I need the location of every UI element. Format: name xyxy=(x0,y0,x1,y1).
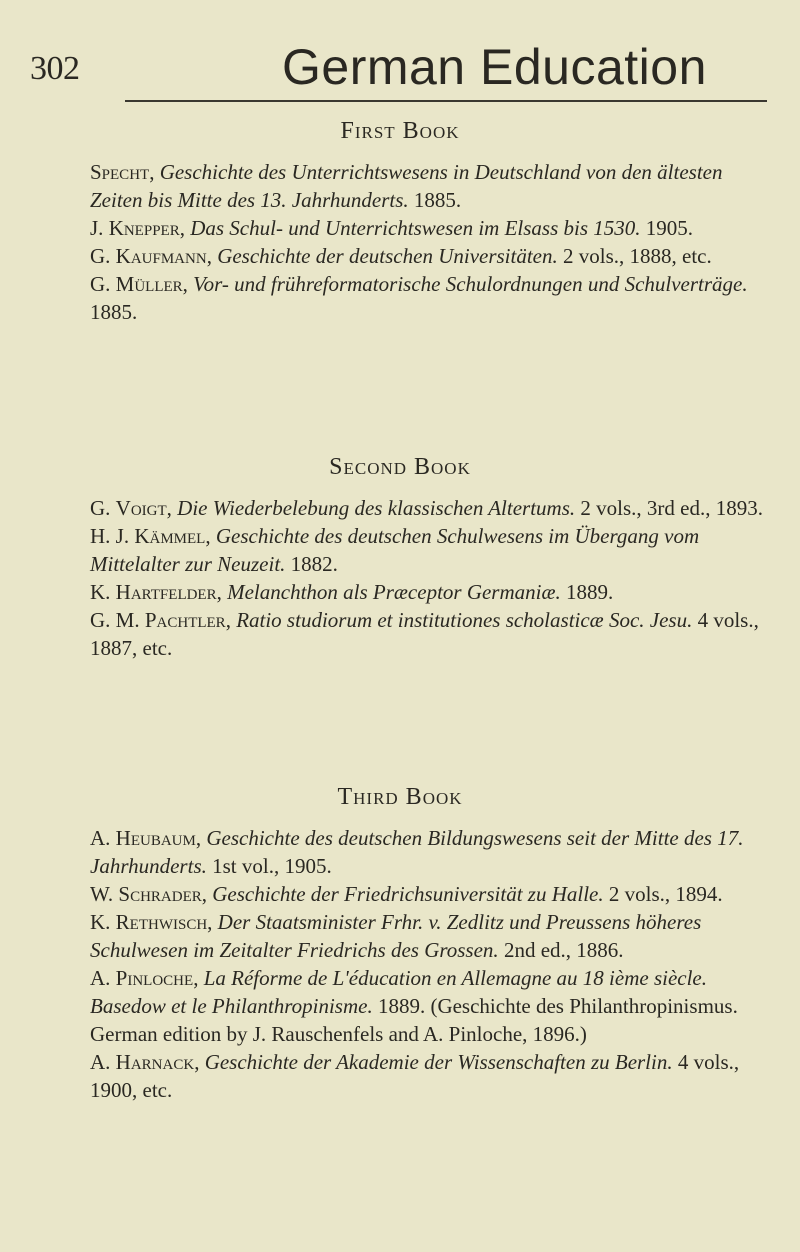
author-name: Kaufmann xyxy=(115,244,207,268)
work-title: Der Staatsminister Frhr. v. Zedlitz und Preussens höheres Schulwesen im Zeitalter Friedrichs des Grossen. xyxy=(90,910,702,962)
author-name: Hartfelder xyxy=(115,580,217,604)
bibliography-entry: G. Voigt, Die Wiederbelebung des klassischen Altertums. 2 vols., 3rd ed., 1893. xyxy=(90,496,763,520)
page-header xyxy=(30,38,770,102)
work-title: Die Wiederbelebung des klassischen Altertums. xyxy=(177,496,576,520)
bibliography-entry: G. Kaufmann, Geschichte der deutschen Universitäten. 2 vols., 1888, etc. xyxy=(90,244,712,268)
bibliography-list-first xyxy=(90,158,770,326)
work-title: Geschichte der Friedrichsuniversität zu Halle. xyxy=(212,882,604,906)
bibliography-entry: W. Schrader, Geschichte der Friedrichsuniversität zu Halle. 2 vols., 1894. xyxy=(90,882,723,906)
work-title: Geschichte des deutschen Bildungswesens seit der Mitte des 17. Jahrhunderts. xyxy=(90,826,744,878)
author-name: Müller xyxy=(115,272,183,296)
work-title: Geschichte des Unterrichtswesens in Deutschland von den ältesten Zeiten bis Mitte des 13. Jahrhunderts. xyxy=(90,160,723,212)
section-title-second-book: Second Book xyxy=(329,454,471,480)
work-title: Melanchthon als Præceptor Germaniæ. xyxy=(227,580,561,604)
author-name: Pachtler xyxy=(144,608,226,632)
author-name: Harnack xyxy=(115,1050,195,1074)
running-title: German Education xyxy=(282,39,707,95)
bibliography-list-third xyxy=(90,824,770,1104)
work-title: Ratio studiorum et institutiones scholasticæ Soc. Jesu. xyxy=(236,608,693,632)
work-title: Geschichte des deutschen Schulwesens im Übergang vom Mittelalter zur Neuzeit. xyxy=(90,524,700,576)
bibliography-entry: K. Rethwisch, Der Staatsminister Frhr. v. Zedlitz und Preussens höheres Schulwesen im Zeitalter Friedrichs des Grossen. 2nd ed., 1886. xyxy=(90,910,702,962)
author-name: Knepper xyxy=(108,216,180,240)
header-rule xyxy=(125,100,767,102)
work-title: Geschichte der deutschen Universitäten. xyxy=(217,244,558,268)
author-name: Rethwisch xyxy=(115,910,208,934)
bibliography-entry: A. Heubaum, Geschichte des deutschen Bildungswesens seit der Mitte des 17. Jahrhunderts. 1st vol., 1905. xyxy=(90,826,744,878)
author-name: Voigt xyxy=(115,496,167,520)
page-number: 302 xyxy=(30,50,80,87)
work-title: Vor- und frühreformatorische Schulordnungen und Schulverträge. xyxy=(193,272,748,296)
bibliography-entry: A. Harnack, Geschichte der Akademie der Wissenschaften zu Berlin. 4 vols., 1900, etc. xyxy=(90,1050,740,1102)
bibliography-entry: Specht, Geschichte des Unterrichtswesens in Deutschland von den ältesten Zeiten bis Mitte des 13. Jahrhunderts. 1885. xyxy=(90,160,723,212)
bibliography-entry: G. M. Pachtler, Ratio studiorum et institutiones scholasticæ Soc. Jesu. 4 vols., 1887, etc. xyxy=(90,608,759,660)
section-title-third-book: Third Book xyxy=(337,784,463,810)
bibliography-entry: K. Hartfelder, Melanchthon als Præceptor Germaniæ. 1889. xyxy=(90,580,614,604)
section-title-first-book: First Book xyxy=(340,118,460,144)
author-name: Specht xyxy=(90,160,150,184)
bibliography-list-second xyxy=(90,494,770,662)
author-name: Kämmel xyxy=(134,524,206,548)
bibliography-entry: H. J. Kämmel, Geschichte des deutschen Schulwesens im Übergang vom Mittelalter zur Neuzeit. 1882. xyxy=(90,524,700,576)
author-name: Heubaum xyxy=(115,826,196,850)
bibliography-entry: G. Müller, Vor- und frühreformatorische Schulordnungen und Schulverträge. 1885. xyxy=(90,272,748,324)
work-title: La Réforme de L'éducation en Allemagne au 18 ième siècle. Basedow et le Philanthropinisme. xyxy=(90,966,708,1018)
bibliography-entry: A. Pinloche, La Réforme de L'éducation en Allemagne au 18 ième siècle. Basedow et le Philanthropinisme. 1889. (Geschichte des Philanthropinismus. German edition by J. Rauschenfels and A. Pinloche, 1896.) xyxy=(90,966,738,1046)
work-title: Das Schul- und Unterrichtswesen im Elsass bis 1530. xyxy=(190,216,641,240)
bibliography-entry: J. Knepper, Das Schul- und Unterrichtswesen im Elsass bis 1530. 1905. xyxy=(90,216,694,240)
author-name: Schrader xyxy=(118,882,202,906)
author-name: Pinloche xyxy=(115,966,194,990)
work-title: Geschichte der Akademie der Wissenschaften zu Berlin. xyxy=(204,1050,673,1074)
